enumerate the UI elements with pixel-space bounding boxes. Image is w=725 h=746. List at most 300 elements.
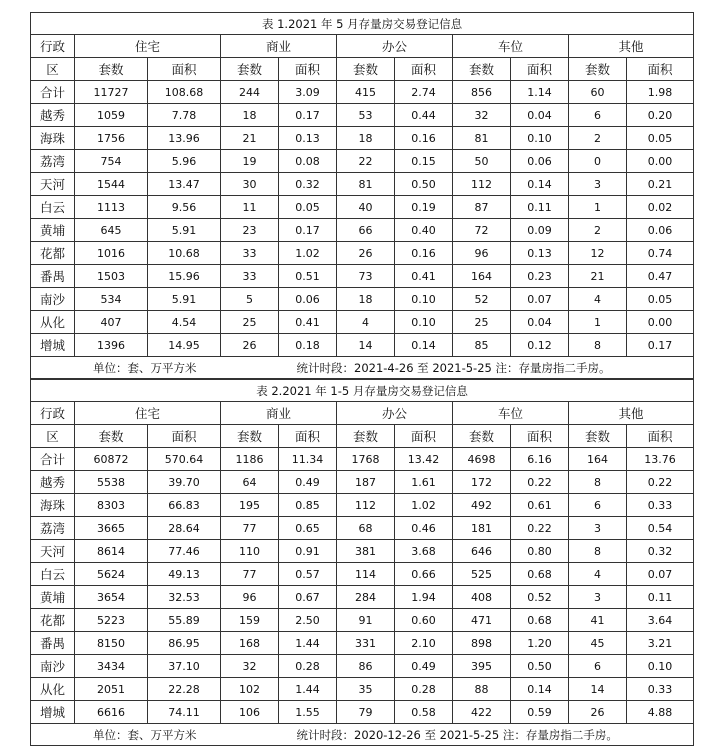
- table-row: [31, 127, 694, 150]
- category-header: 车位: [453, 402, 569, 425]
- area-cell: 1.55: [279, 701, 337, 724]
- count-cell: 1396: [75, 334, 148, 357]
- count-cell: 645: [75, 219, 148, 242]
- area-cell: 0.68: [511, 563, 569, 586]
- count-cell: 415: [337, 81, 395, 104]
- count-cell: 1503: [75, 265, 148, 288]
- count-cell: 4698: [453, 448, 511, 471]
- count-cell: 26: [569, 701, 627, 724]
- table-row: [31, 563, 694, 586]
- district-name: 海珠: [31, 494, 75, 517]
- area-subheader: 面积: [148, 58, 221, 81]
- area-cell: 0.47: [627, 265, 694, 288]
- area-cell: 13.42: [395, 448, 453, 471]
- area-cell: 0.44: [395, 104, 453, 127]
- category-header: 商业: [221, 402, 337, 425]
- count-cell: 40: [337, 196, 395, 219]
- area-subheader: 面积: [511, 425, 569, 448]
- count-cell: 18: [221, 104, 279, 127]
- area-cell: 0.05: [627, 288, 694, 311]
- district-name: 花都: [31, 242, 75, 265]
- count-cell: 754: [75, 150, 148, 173]
- count-cell: 1016: [75, 242, 148, 265]
- table-row: [31, 586, 694, 609]
- count-cell: 22: [337, 150, 395, 173]
- area-subheader: 面积: [395, 58, 453, 81]
- area-cell: 0.00: [627, 150, 694, 173]
- count-cell: 60872: [75, 448, 148, 471]
- area-cell: 14.95: [148, 334, 221, 357]
- district-name: 荔湾: [31, 517, 75, 540]
- count-cell: 856: [453, 81, 511, 104]
- table-row: [31, 494, 694, 517]
- area-cell: 0.00: [627, 311, 694, 334]
- area-cell: 5.96: [148, 150, 221, 173]
- count-subheader: 套数: [569, 58, 627, 81]
- monthly-transaction-table: [30, 12, 694, 379]
- area-cell: 0.07: [627, 563, 694, 586]
- area-cell: 74.11: [148, 701, 221, 724]
- district-name: 荔湾: [31, 150, 75, 173]
- count-cell: 3: [569, 173, 627, 196]
- count-cell: 8614: [75, 540, 148, 563]
- area-cell: 570.64: [148, 448, 221, 471]
- table-footer: [31, 724, 694, 746]
- count-cell: 73: [337, 265, 395, 288]
- total-row: [31, 81, 694, 104]
- area-cell: 0.68: [511, 609, 569, 632]
- district-name: 越秀: [31, 471, 75, 494]
- count-subheader: 套数: [337, 425, 395, 448]
- area-cell: 0.51: [279, 265, 337, 288]
- table-row: [31, 311, 694, 334]
- area-cell: 0.22: [511, 517, 569, 540]
- count-cell: 6616: [75, 701, 148, 724]
- table-row: [31, 632, 694, 655]
- count-cell: 53: [337, 104, 395, 127]
- count-cell: 72: [453, 219, 511, 242]
- area-cell: 0.61: [511, 494, 569, 517]
- count-cell: 164: [453, 265, 511, 288]
- count-subheader: 套数: [453, 425, 511, 448]
- count-subheader: 套数: [221, 425, 279, 448]
- area-cell: 0.14: [395, 334, 453, 357]
- district-name: 从化: [31, 678, 75, 701]
- area-cell: 0.10: [627, 655, 694, 678]
- area-cell: 0.06: [279, 288, 337, 311]
- count-cell: 8150: [75, 632, 148, 655]
- count-cell: 87: [453, 196, 511, 219]
- count-cell: 68: [337, 517, 395, 540]
- count-cell: 81: [337, 173, 395, 196]
- area-cell: 0.06: [627, 219, 694, 242]
- area-cell: 13.96: [148, 127, 221, 150]
- unit-note: 单位：套、万平方米: [93, 360, 197, 375]
- table-row: [31, 288, 694, 311]
- area-cell: 0.06: [511, 150, 569, 173]
- count-cell: 331: [337, 632, 395, 655]
- count-cell: 25: [453, 311, 511, 334]
- area-cell: 1.44: [279, 632, 337, 655]
- area-cell: 0.20: [627, 104, 694, 127]
- table-row: [31, 219, 694, 242]
- district-header-top: 行政: [31, 402, 75, 425]
- period-note: 统计时段：2021-4-26 至 2021-5-25 注：存量房指二手房。: [296, 360, 611, 375]
- count-cell: 1756: [75, 127, 148, 150]
- area-cell: 0.12: [511, 334, 569, 357]
- area-cell: 1.20: [511, 632, 569, 655]
- count-cell: 64: [221, 471, 279, 494]
- table-row: [31, 173, 694, 196]
- area-cell: 0.17: [627, 334, 694, 357]
- district-header-bottom: 区: [31, 58, 75, 81]
- category-header: 商业: [221, 35, 337, 58]
- area-cell: 6.16: [511, 448, 569, 471]
- count-cell: 8: [569, 334, 627, 357]
- area-cell: 55.89: [148, 609, 221, 632]
- count-cell: 1186: [221, 448, 279, 471]
- table-row: [31, 540, 694, 563]
- count-cell: 96: [221, 586, 279, 609]
- count-subheader: 套数: [569, 425, 627, 448]
- area-cell: 49.13: [148, 563, 221, 586]
- count-cell: 1768: [337, 448, 395, 471]
- area-cell: 0.08: [279, 150, 337, 173]
- count-cell: 5538: [75, 471, 148, 494]
- area-cell: 0.02: [627, 196, 694, 219]
- area-cell: 0.57: [279, 563, 337, 586]
- count-cell: 12: [569, 242, 627, 265]
- count-cell: 6: [569, 494, 627, 517]
- district-name: 合计: [31, 81, 75, 104]
- count-cell: 2051: [75, 678, 148, 701]
- table-row: [31, 150, 694, 173]
- district-name: 南沙: [31, 288, 75, 311]
- area-cell: 0.22: [511, 471, 569, 494]
- count-cell: 5: [221, 288, 279, 311]
- area-cell: 0.46: [395, 517, 453, 540]
- area-cell: 5.91: [148, 288, 221, 311]
- area-cell: 22.28: [148, 678, 221, 701]
- count-cell: 19: [221, 150, 279, 173]
- count-cell: 187: [337, 471, 395, 494]
- count-cell: 112: [337, 494, 395, 517]
- area-cell: 1.44: [279, 678, 337, 701]
- count-cell: 4: [569, 563, 627, 586]
- count-cell: 195: [221, 494, 279, 517]
- area-cell: 0.41: [395, 265, 453, 288]
- table-row: [31, 104, 694, 127]
- area-cell: 0.58: [395, 701, 453, 724]
- area-cell: 0.66: [395, 563, 453, 586]
- area-cell: 0.49: [279, 471, 337, 494]
- area-cell: 0.13: [511, 242, 569, 265]
- area-cell: 0.17: [279, 104, 337, 127]
- category-header: 其他: [569, 35, 694, 58]
- area-cell: 28.64: [148, 517, 221, 540]
- district-name: 番禺: [31, 632, 75, 655]
- table-row: [31, 242, 694, 265]
- count-cell: 1: [569, 196, 627, 219]
- count-cell: 11727: [75, 81, 148, 104]
- category-header: 车位: [453, 35, 569, 58]
- area-cell: 4.88: [627, 701, 694, 724]
- area-cell: 1.98: [627, 81, 694, 104]
- area-cell: 77.46: [148, 540, 221, 563]
- count-cell: 45: [569, 632, 627, 655]
- count-cell: 33: [221, 265, 279, 288]
- area-subheader: 面积: [395, 425, 453, 448]
- count-cell: 112: [453, 173, 511, 196]
- area-cell: 10.68: [148, 242, 221, 265]
- total-row: [31, 448, 694, 471]
- area-cell: 3.64: [627, 609, 694, 632]
- area-cell: 0.17: [279, 219, 337, 242]
- table-row: [31, 655, 694, 678]
- area-cell: 0.33: [627, 494, 694, 517]
- count-cell: 81: [453, 127, 511, 150]
- area-cell: 0.04: [511, 311, 569, 334]
- count-cell: 471: [453, 609, 511, 632]
- count-cell: 86: [337, 655, 395, 678]
- area-cell: 0.15: [395, 150, 453, 173]
- area-cell: 0.85: [279, 494, 337, 517]
- count-cell: 395: [453, 655, 511, 678]
- count-cell: 422: [453, 701, 511, 724]
- count-cell: 8303: [75, 494, 148, 517]
- area-cell: 0.10: [395, 311, 453, 334]
- count-cell: 6: [569, 104, 627, 127]
- area-cell: 13.76: [627, 448, 694, 471]
- area-cell: 0.10: [511, 127, 569, 150]
- district-name: 合计: [31, 448, 75, 471]
- count-cell: 77: [221, 563, 279, 586]
- count-cell: 21: [569, 265, 627, 288]
- district-name: 黄埔: [31, 586, 75, 609]
- table-title: 表 1.2021 年 5 月存量房交易登记信息: [31, 13, 694, 35]
- count-cell: 91: [337, 609, 395, 632]
- district-name: 白云: [31, 196, 75, 219]
- count-cell: 3654: [75, 586, 148, 609]
- count-subheader: 套数: [75, 58, 148, 81]
- district-name: 番禺: [31, 265, 75, 288]
- area-subheader: 面积: [627, 58, 694, 81]
- area-cell: 0.40: [395, 219, 453, 242]
- area-cell: 9.56: [148, 196, 221, 219]
- area-cell: 15.96: [148, 265, 221, 288]
- count-cell: 4: [337, 311, 395, 334]
- count-cell: 66: [337, 219, 395, 242]
- area-subheader: 面积: [279, 425, 337, 448]
- area-cell: 0.10: [395, 288, 453, 311]
- count-cell: 3665: [75, 517, 148, 540]
- area-cell: 0.16: [395, 242, 453, 265]
- category-header: 住宅: [75, 402, 221, 425]
- area-cell: 0.16: [395, 127, 453, 150]
- count-cell: 32: [453, 104, 511, 127]
- area-cell: 32.53: [148, 586, 221, 609]
- area-cell: 1.02: [279, 242, 337, 265]
- count-cell: 159: [221, 609, 279, 632]
- district-name: 增城: [31, 334, 75, 357]
- area-cell: 0.14: [511, 678, 569, 701]
- area-cell: 3.68: [395, 540, 453, 563]
- district-name: 花都: [31, 609, 75, 632]
- count-cell: 102: [221, 678, 279, 701]
- count-cell: 26: [221, 334, 279, 357]
- table-row: [31, 471, 694, 494]
- count-cell: 1113: [75, 196, 148, 219]
- area-cell: 0.54: [627, 517, 694, 540]
- count-cell: 525: [453, 563, 511, 586]
- count-cell: 6: [569, 655, 627, 678]
- count-cell: 0: [569, 150, 627, 173]
- district-name: 南沙: [31, 655, 75, 678]
- count-cell: 407: [75, 311, 148, 334]
- header-row-categories: [31, 35, 694, 58]
- table-title-row: [31, 380, 694, 402]
- area-subheader: 面积: [511, 58, 569, 81]
- count-cell: 114: [337, 563, 395, 586]
- count-cell: 23: [221, 219, 279, 242]
- count-cell: 4: [569, 288, 627, 311]
- area-cell: 0.14: [511, 173, 569, 196]
- area-cell: 0.80: [511, 540, 569, 563]
- area-cell: 3.21: [627, 632, 694, 655]
- count-cell: 181: [453, 517, 511, 540]
- area-cell: 5.91: [148, 219, 221, 242]
- area-cell: 0.65: [279, 517, 337, 540]
- area-cell: 0.05: [627, 127, 694, 150]
- table-row: [31, 609, 694, 632]
- district-name: 天河: [31, 173, 75, 196]
- district-name: 增城: [31, 701, 75, 724]
- count-subheader: 套数: [75, 425, 148, 448]
- table-footer: [31, 357, 694, 379]
- count-cell: 85: [453, 334, 511, 357]
- count-cell: 2: [569, 219, 627, 242]
- area-cell: 0.04: [511, 104, 569, 127]
- area-cell: 0.19: [395, 196, 453, 219]
- header-row-subfields: [31, 58, 694, 81]
- area-cell: 0.50: [511, 655, 569, 678]
- area-cell: 0.28: [279, 655, 337, 678]
- category-header: 其他: [569, 402, 694, 425]
- area-cell: 0.13: [279, 127, 337, 150]
- area-cell: 0.91: [279, 540, 337, 563]
- unit-note: 单位：套、万平方米: [93, 727, 197, 742]
- area-cell: 0.32: [627, 540, 694, 563]
- count-cell: 646: [453, 540, 511, 563]
- table-row: [31, 265, 694, 288]
- document-page: [30, 12, 693, 746]
- area-cell: 0.41: [279, 311, 337, 334]
- area-cell: 0.33: [627, 678, 694, 701]
- count-cell: 168: [221, 632, 279, 655]
- category-header: 住宅: [75, 35, 221, 58]
- district-name: 从化: [31, 311, 75, 334]
- district-header-bottom: 区: [31, 425, 75, 448]
- area-cell: 1.61: [395, 471, 453, 494]
- category-header: 办公: [337, 402, 453, 425]
- area-cell: 37.10: [148, 655, 221, 678]
- area-cell: 0.28: [395, 678, 453, 701]
- count-cell: 1: [569, 311, 627, 334]
- count-cell: 492: [453, 494, 511, 517]
- area-cell: 2.74: [395, 81, 453, 104]
- area-cell: 4.54: [148, 311, 221, 334]
- district-name: 越秀: [31, 104, 75, 127]
- area-cell: 108.68: [148, 81, 221, 104]
- table-row: [31, 701, 694, 724]
- table-title: 表 2.2021 年 1-5 月存量房交易登记信息: [31, 380, 694, 402]
- count-cell: 244: [221, 81, 279, 104]
- count-cell: 60: [569, 81, 627, 104]
- area-cell: 0.52: [511, 586, 569, 609]
- area-cell: 3.09: [279, 81, 337, 104]
- count-cell: 96: [453, 242, 511, 265]
- area-cell: 66.83: [148, 494, 221, 517]
- count-subheader: 套数: [221, 58, 279, 81]
- table-footer-row: [31, 724, 694, 746]
- area-cell: 0.59: [511, 701, 569, 724]
- count-cell: 5624: [75, 563, 148, 586]
- count-cell: 534: [75, 288, 148, 311]
- header-row-subfields: [31, 425, 694, 448]
- count-cell: 284: [337, 586, 395, 609]
- count-cell: 164: [569, 448, 627, 471]
- area-cell: 0.74: [627, 242, 694, 265]
- area-cell: 1.14: [511, 81, 569, 104]
- area-cell: 86.95: [148, 632, 221, 655]
- area-cell: 0.32: [279, 173, 337, 196]
- count-cell: 110: [221, 540, 279, 563]
- district-name: 海珠: [31, 127, 75, 150]
- table-row: [31, 334, 694, 357]
- count-cell: 2: [569, 127, 627, 150]
- area-cell: 11.34: [279, 448, 337, 471]
- count-cell: 1544: [75, 173, 148, 196]
- area-cell: 1.02: [395, 494, 453, 517]
- area-cell: 0.09: [511, 219, 569, 242]
- area-cell: 0.50: [395, 173, 453, 196]
- area-cell: 0.18: [279, 334, 337, 357]
- count-cell: 381: [337, 540, 395, 563]
- count-cell: 77: [221, 517, 279, 540]
- count-cell: 3: [569, 517, 627, 540]
- count-cell: 3434: [75, 655, 148, 678]
- area-cell: 0.21: [627, 173, 694, 196]
- area-cell: 2.50: [279, 609, 337, 632]
- cumulative-transaction-table: [30, 379, 694, 746]
- count-cell: 32: [221, 655, 279, 678]
- count-cell: 14: [337, 334, 395, 357]
- count-cell: 8: [569, 471, 627, 494]
- area-cell: 2.10: [395, 632, 453, 655]
- header-row-categories: [31, 402, 694, 425]
- count-cell: 25: [221, 311, 279, 334]
- district-name: 白云: [31, 563, 75, 586]
- count-cell: 172: [453, 471, 511, 494]
- count-cell: 11: [221, 196, 279, 219]
- count-cell: 18: [337, 127, 395, 150]
- area-cell: 13.47: [148, 173, 221, 196]
- area-cell: 1.94: [395, 586, 453, 609]
- table-row: [31, 678, 694, 701]
- district-name: 黄埔: [31, 219, 75, 242]
- area-cell: 0.05: [279, 196, 337, 219]
- table-footer-row: [31, 357, 694, 379]
